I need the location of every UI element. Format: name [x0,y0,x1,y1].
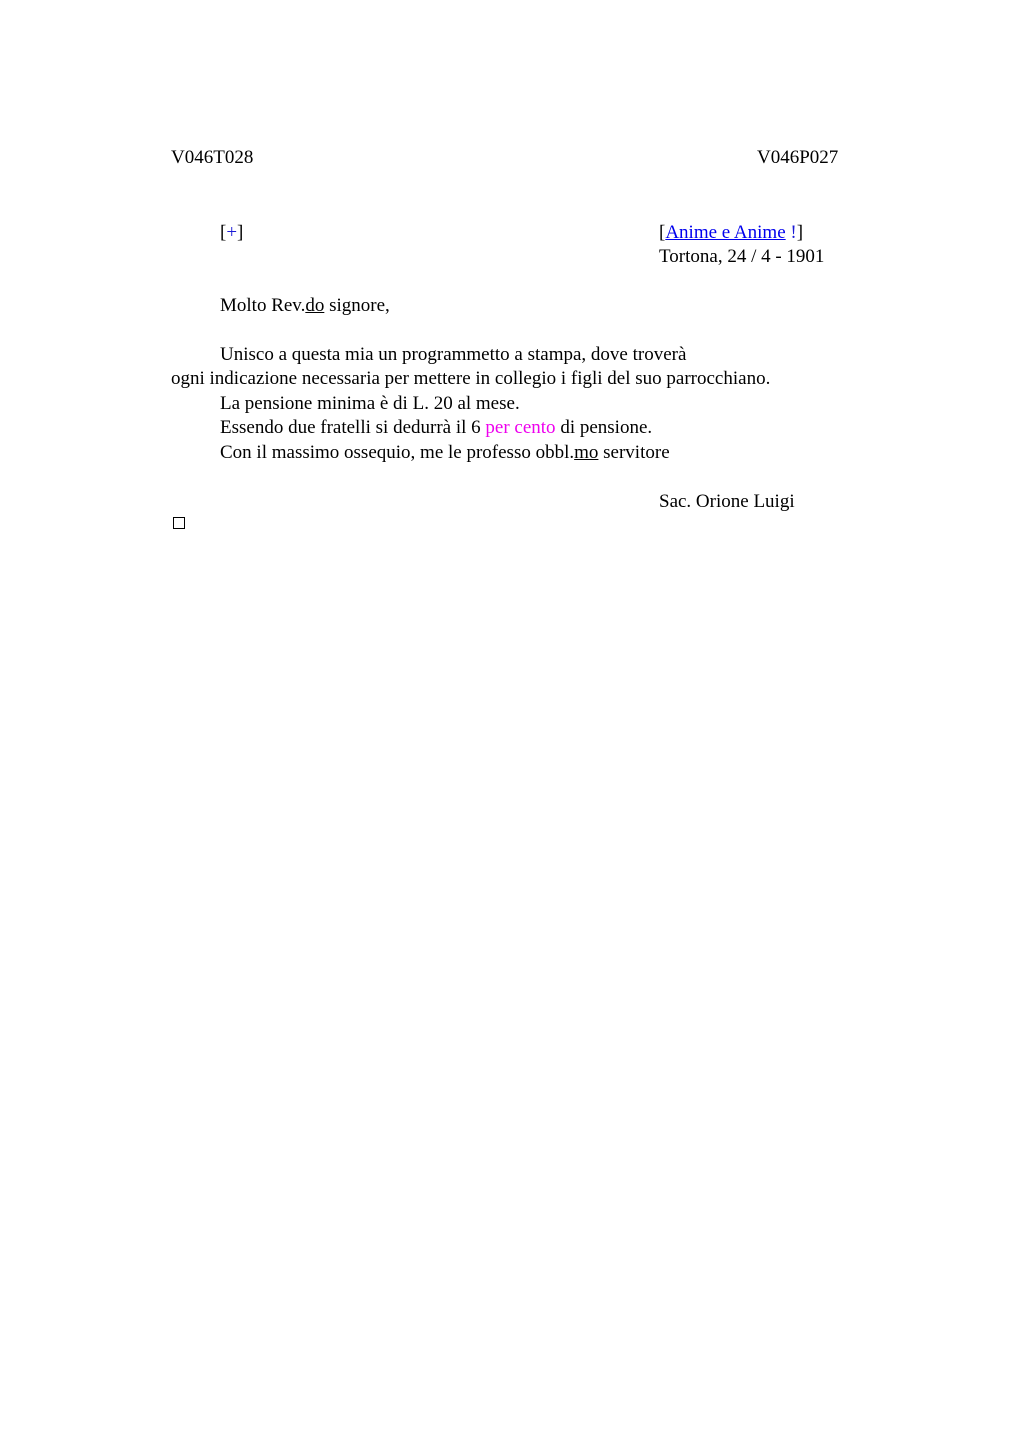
marker-bracket-open: [ [220,222,227,243]
title-reference [659,221,803,245]
cross-marker [220,221,243,245]
title-bracket-close: ] [796,222,804,243]
line4-pre: Essendo due fratelli si dedurrà il 6 [220,417,486,438]
body-line-5 [220,441,670,465]
line5-post: servitore [598,442,670,463]
line4-post: di pensione. [555,417,653,438]
per-cento-highlight: per cento [485,417,556,438]
title-bracket-open: [ [659,222,666,243]
anime-e-anime-link[interactable]: Anime e Anime [665,222,786,243]
document-code-right: V046P027 [757,147,839,168]
body-line-1: Unisco a questa mia un programmetto a stampa, dove troverà [220,344,687,365]
body-line-4 [220,416,652,440]
salutation-suffix: signore, [324,295,390,316]
salutation-abbrev: do [305,295,325,316]
salutation [220,294,390,318]
line5-pre: Con il massimo ossequio, me le professo obbl. [220,442,575,463]
title-exclaim: ! [790,222,797,243]
body-line-3: La pensione minima è di L. 20 al mese. [220,393,520,414]
place-date: Tortona, 24 / 4 - 1901 [659,246,825,267]
marker-bracket-close: ] [237,222,244,243]
document-code-left: V046T028 [171,147,254,168]
salutation-prefix: Molto Rev. [220,295,306,316]
signature: Sac. Orione Luigi [659,491,795,512]
cross-icon: + [226,222,238,243]
end-checkbox[interactable] [173,517,185,529]
line5-abbrev: mo [574,442,599,463]
body-line-2: ogni indicazione necessaria per mettere in collegio i figli del suo parrocchiano. [171,368,771,389]
